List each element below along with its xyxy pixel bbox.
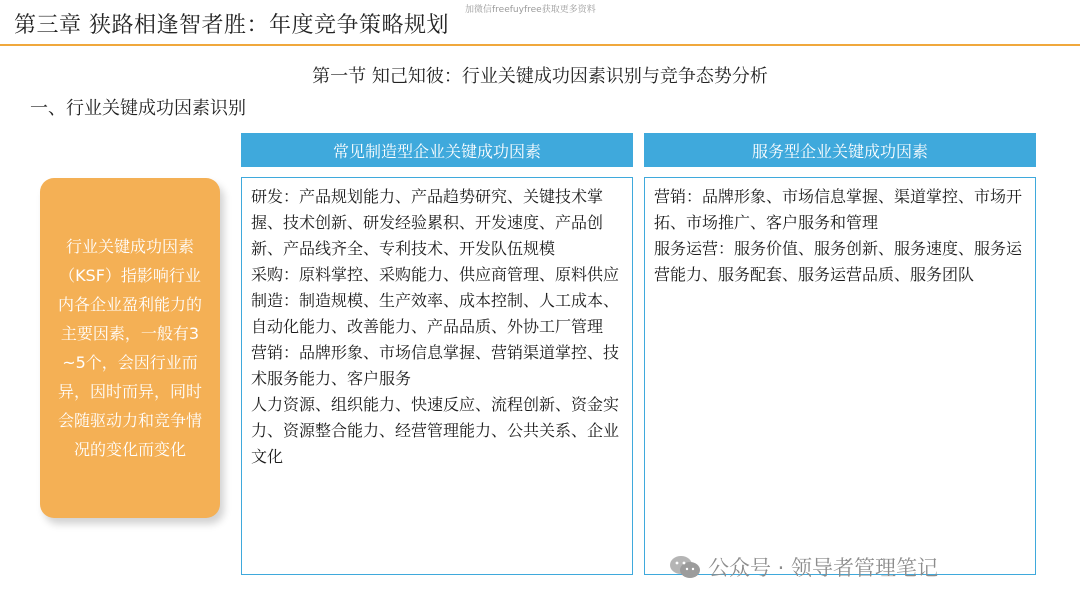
chapter-title: 第三章 狭路相逢智者胜：年度竞争策略规划 [14,13,449,38]
manufacturing-header: 常见制造型企业关键成功因素 [241,133,633,167]
manufacturing-factors-box [241,177,633,575]
service-header: 服务型企业关键成功因素 [644,133,1036,167]
footer-brand [668,552,938,582]
ksf-definition-box [40,178,220,518]
manufacturing-other-factors: 人力资源、组织能力、快速反应、流程创新、资金实力、资源整合能力、经营管理能力、公共关系、企业文化 [251,395,620,466]
watermark-text: 加微信freefuyfree获取更多资料 [465,5,596,15]
header-divider [0,44,1080,46]
service-marketing-factors: 营销：品牌形象、市场信息掌握、渠道掌控、市场开拓、市场推广、客户服务和管理 [654,187,1023,232]
footer-brand-text: 公众号 · 领导者管理笔记 [708,556,939,580]
manufacturing-production-factors: 制造：制造规模、生产效率、成本控制、人工成本、自动化能力、改善能力、产品品质、外协工厂管理 [251,291,620,336]
ksf-definition-text: 行业关键成功因素（KSF）指影响行业内各企业盈利能力的主要因素，一般有3~5个，会因行业而异，因时而异，同时会随驱动力和竞争情况的变化而变化 [57,237,202,459]
manufacturing-marketing-factors: 营销：品牌形象、市场信息掌握、营销渠道掌控、技术服务能力、客户服务 [251,343,620,388]
wechat-icon [668,554,702,580]
manufacturing-procurement-factors: 采购：原料掌控、采购能力、供应商管理、原料供应 [251,265,620,284]
subsection-title: 一、行业关键成功因素识别 [30,98,246,119]
service-factors-box [644,177,1036,575]
manufacturing-rd-factors: 研发：产品规划能力、产品趋势研究、关键技术掌握、技术创新、研发经验累积、开发速度、产品创新、产品线齐全、专利技术、开发队伍规模 [251,187,604,258]
service-operations-factors: 服务运营：服务价值、服务创新、服务速度、服务运营能力、服务配套、服务运营品质、服务团队 [654,239,1023,284]
section-title: 第一节 知己知彼：行业关键成功因素识别与竞争态势分析 [312,66,768,87]
